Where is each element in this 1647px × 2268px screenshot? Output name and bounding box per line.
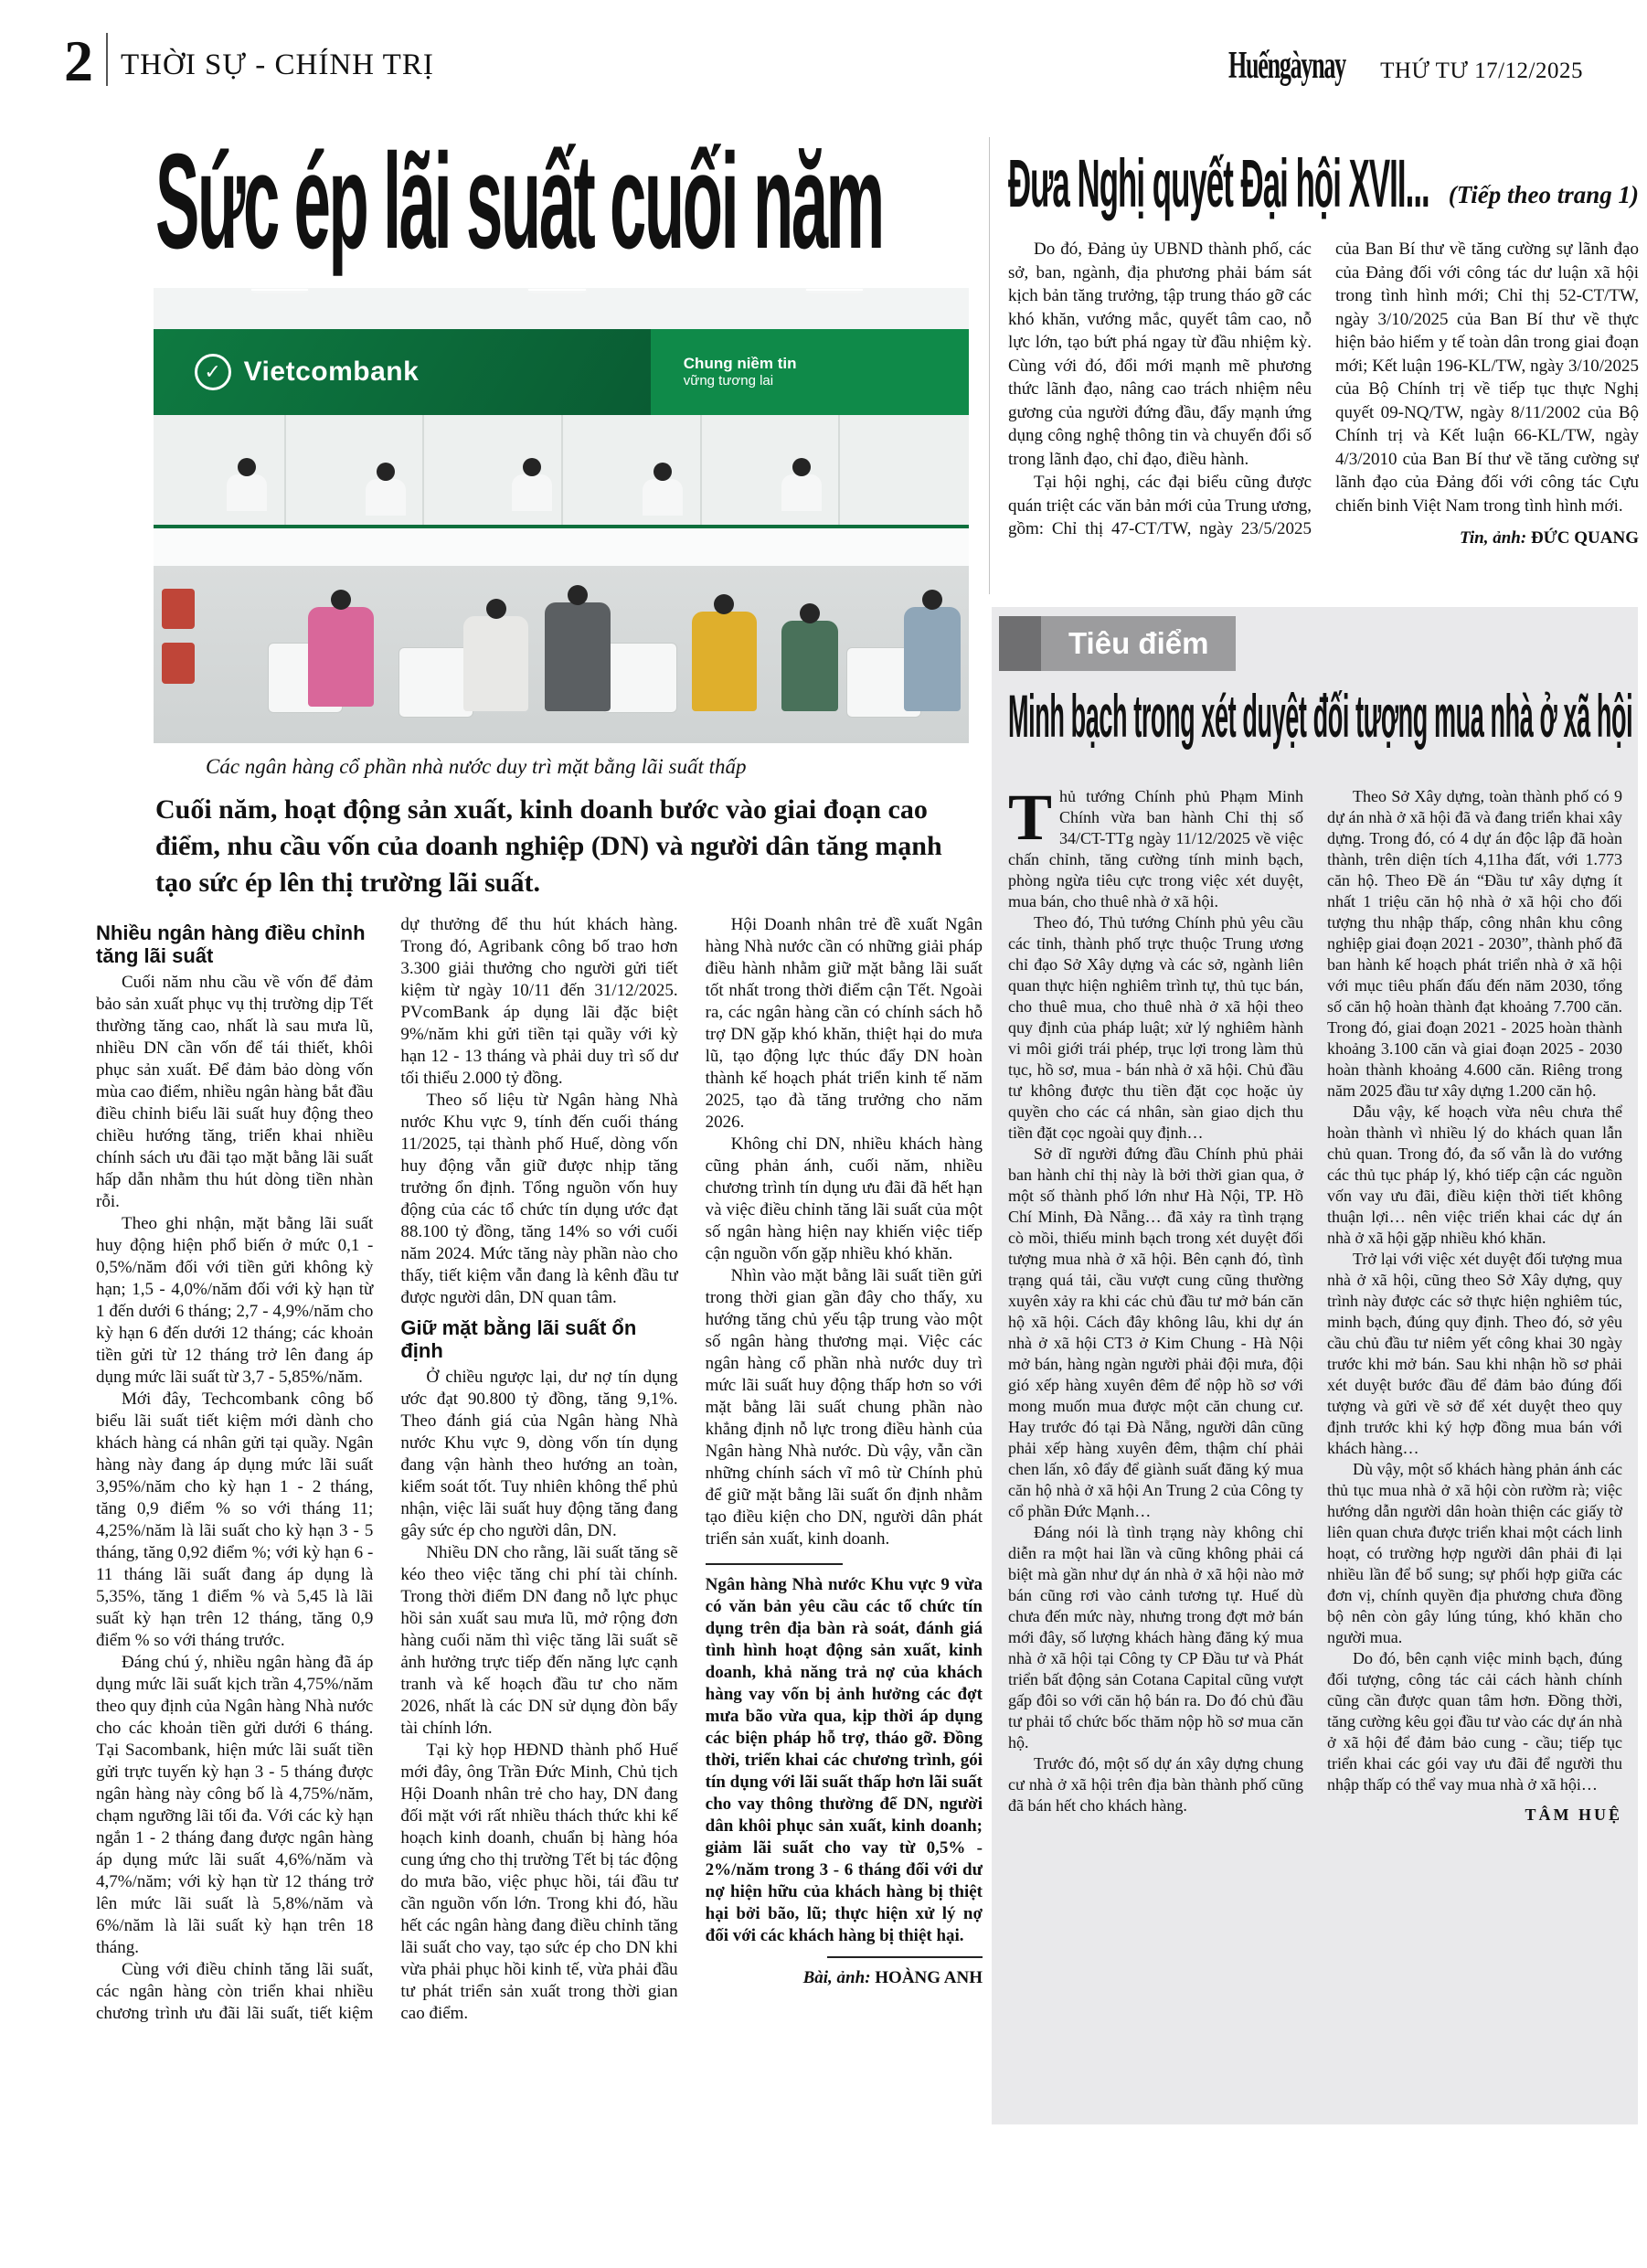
article-block-subhead: Nhiều ngân hàng điều chỉnh tăng lãi suất: [96, 921, 366, 968]
article-block-p: Sở dĩ người đứng đầu Chính phủ phải ban hành chỉ thị này là bởi thời gian qua, ở một số thành phố lớn như Hà Nội, TP. Hồ Chí Minh, Đà Nẵng… đã xảy ra tình trạng cò mồi, thiếu minh bạch trong xét duyệt đối tượng mua nhà ở xã hội. Bên cạnh đó, tình trạng quá tải, cầu vượt cung cũng thường xuyên xảy ra khi các chủ đầu tư mở bán căn hộ xã hội. Cách đây không lâu, khi dự án nhà ở xã hội CT3 ở Kim Chung - Hà Nội mở bán, hàng ngàn người phải đội mưa, đội gió xếp hàng xuyên đêm để nộp hồ sơ với mong muốn mua được một căn chung cư. Hay trước đó tại Đà Nẵng, người dân cũng phải xếp hàng xuyên đêm, thậm chí phải chen lấn, xô đẩy để giành suất đăng ký mua căn hộ nhà ở xã hội An Trung 2 của Công ty cổ phần Đức Mạnh…: [1008, 1145, 1303, 1520]
article-block-p: Dẫu vậy, kế hoạch vừa nêu chưa thể hoàn thành vì nhiều lý do khách quan lẫn chủ quan. Trong đó, đa số vẫn là do vướng các thủ tục pháp lý, khó tiếp cận các nguồn vốn vay ưu đãi, điều kiện thời tiết không thuận lợi… nên việc triển khai các dự án nhà ở xã hội gặp nhiều khó khăn.: [1327, 1102, 1622, 1247]
customer-figure: [308, 607, 373, 708]
ceiling-light: [251, 289, 308, 290]
bank-banner-logo-panel: [154, 329, 651, 416]
header-left: [64, 28, 434, 94]
article-block-subhead: Giữ mặt bằng lãi suất ổn định: [400, 1316, 637, 1363]
continuation-headline-row: [1008, 145, 1639, 234]
customer-figure: [904, 607, 961, 712]
teller-figure: [227, 474, 267, 511]
focus-badge-label: Tiêu điểm: [1041, 616, 1236, 671]
article-block-p: Dù vậy, một số khách hàng phản ánh các thủ tục mua nhà ở xã hội còn rườm rà; việc hướng dẫn người dân hoàn thiện các giấy tờ liên quan chưa được triển khai một cách linh hoạt, có trường hợp người dân phải đi lại nhiều lần để bổ sung; sự phối hợp giữa các đơn vị, chính quyền địa phương chưa đồng bộ nên còn gây lúng túng, khó khăn cho người mua.: [1327, 1460, 1622, 1646]
issue-date: THỨ TƯ 17/12/2025: [1380, 59, 1583, 83]
bank-banner-slogan-panel: [651, 329, 969, 416]
article-block-p: Đáng chú ý, nhiều ngân hàng đã áp dụng mức lãi suất kịch trần 4,75%/năm theo quy định của Ngân hàng Nhà nước cho các khoản tiền gửi dưới 6 tháng. Tại Sacombank, hiện mức lãi suất tiền gửi trực tuyến kỳ hạn 3 - 5 tháng được ngân hàng này công bố là 4,75%/năm, chạm ngưỡng lãi tối đa. Với các kỳ hạn ngắn 1 - 2 tháng đang được ngân hàng áp dụng mức lãi suất 4,6%/năm và 4,7%/năm; với kỳ hạn từ 12 tháng trở lên mức lãi suất là 5,8%/năm và 6%/năm là lãi suất kỳ hạn trên 18 tháng.: [96, 1652, 374, 1957]
bank-wordmark: Vietcombank: [243, 357, 420, 388]
ceiling-light: [806, 289, 863, 290]
customer-figure: [463, 616, 528, 712]
article-block-p: Trở lại với việc xét duyệt đối tượng mua nhà ở xã hội, cũng theo Sở Xây dựng, quy trình này được các sở thực hiện nghiêm túc, minh bạch, đúng quy định. Theo đó, sở yêu cầu chủ đầu tư niêm yết công khai 30 ngày trước khi mở bán. Sau khi nhận hồ sơ phải xét duyệt bước đầu để đảm bảo đúng đối tượng và gửi về sở để xét duyệt theo quy định trước khi ký hợp đồng mua bán với khách hàng…: [1327, 1250, 1622, 1457]
waiting-chair: [162, 643, 195, 684]
teller-figure: [512, 474, 552, 511]
article-block-p: Do đó, Đảng ủy UBND thành phố, các sở, ban, ngành, địa phương phải bám sát kịch bản tăng trưởng, tập trung tháo gỡ các khó khăn, vướng mắc, quyết tâm cao, nỗ lực lớn, tạo bứt phá ngay từ đầu nhiệm kỳ. Cùng với đó, đổi mới mạnh mẽ phương thức lãnh đạo, nâng cao trách nhiệm nêu gương của người đứng đầu, đẩy mạnh ứng dụng công nghệ thông tin và chuyển đổi số trong lãnh đạo, chỉ đạo, điều hành.: [1008, 240, 1312, 469]
bank-banner: [154, 329, 969, 416]
bank-slogan-line1: Chung niềm tin: [683, 355, 797, 373]
customer-figure: [692, 612, 757, 712]
article-block-p: Cùng với điều chỉnh tăng lãi suất, các ngân hàng còn triển khai nhiều chương trình ưu đãi lãi suất, tiết kiệm dự thưởng để thu hút khách hàng. Trong đó, Agribank công bố trao hơn 3.300 giải thưởng cho người gửi tiết kiệm từ ngày 10/11 đến 31/12/2025. PVcomBank áp dụng lãi đặc biệt 9%/năm khi gửi tiền tại quầy với kỳ hạn 12 - 13 tháng và phải duy trì số dư tối thiểu 2.000 tỷ đồng.: [96, 915, 678, 2023]
main-article-body: [96, 914, 983, 2231]
ceiling-light: [528, 289, 585, 290]
column-divider: [989, 137, 990, 594]
article-block-p: Tại kỳ họp HĐND thành phố Huế mới đây, ông Trần Đức Minh, Chủ tịch Hội Doanh nhân trẻ cho hay, DN đang đối mặt với rất nhiều thách thức khi kế hoạch kinh doanh, chuẩn bị hàng hóa cung ứng cho thị trường Tết bị tác động do mưa bão, việc phục hồi, tái đầu tư cần nguồn vốn lớn. Trong khi đó, hầu hết các ngân hàng đang điều chỉnh tăng lãi suất cho vay, tạo sức ép cho DN khi vừa phải phục hồi kinh tế, vừa phải đầu tư phát triển sản xuất trong thời gian cao điểm.: [400, 1740, 678, 2023]
article-lede: Cuối năm, hoạt động sản xuất, kinh doanh bước vào giai đoạn cao điểm, nhu cầu vốn của doanh nghiệp (DN) và người dân tăng mạnh tạo sức ép lên thị trường lãi suất.: [155, 794, 942, 898]
photo-ceiling: [154, 288, 969, 334]
photo-caption: Các ngân hàng cổ phần nhà nước duy trì mặt bằng lãi suất thấp: [206, 755, 747, 778]
article-block-p: Mới đây, Techcombank công bố biểu lãi suất tiết kiệm mới dành cho khách hàng cá nhân gửi tại quầy. Ngân hàng này đang áp dụng mức lãi suất 3,95%/năm cho kỳ hạn 1 - 2 tháng, tăng 0,9 điểm % so với tháng 11; 4,25%/năm là lãi suất cho kỳ hạn 3 - 5 tháng, tăng 0,92 điểm %; với kỳ hạn 6 - 11 tháng lãi suất đang áp dụng là 5,35%, tăng 1 điểm % và 5,45 là lãi suất kỳ hạn trên 12 tháng, tăng 0,9 điểm % so với tháng trước.: [96, 1389, 374, 1650]
header-divider: [106, 33, 108, 86]
article-block-p: Tại hội nghị, các đại biểu cũng được quán triệt các văn bản mới của Trung ương, gồm: Chỉ thị 47-CT/TW, ngày 23/5/2025 của Ban Bí thư về tăng cường sự lãnh đạo của Đảng đối với công tác dư luận xã hội trong tình hình mới; Chỉ thị 52-CT/TW, ngày 3/10/2025 của Ban Bí thư về thực hiện bảo hiểm y tế toàn dân trong giai đoạn mới; Kết luận 196-KL/TW, ngày 3/10/2025 của Bộ Chính trị về tiếp tục thực Nghị quyết 09-NQ/TW, ngày 8/11/2002 của Bộ Chính trị và Kết luận 66-KL/TW, ngày 4/3/2010 của Ban Bí thư về tăng cường sự lãnh đạo của Đảng đối với công tác Cựu chiến binh Việt Nam trong tình hình mới.: [1008, 240, 1639, 538]
article-block-p: Theo ghi nhận, mặt bằng lãi suất huy động hiện phổ biến ở mức 0,1 - 0,5%/năm đối với tiền gửi không kỳ hạn; 1,5 - 4,0%/năm đối với kỳ hạn từ 1 đến dưới 6 tháng; 2,7 - 4,9%/năm cho kỳ hạn 6 đến dưới 12 tháng; các khoản tiền gửi từ 12 tháng trở lên đang áp dụng mức lãi suất từ 3,7 - 5,85%/năm.: [96, 1213, 374, 1387]
article-block-p: Nhìn vào mặt bằng lãi suất tiền gửi trong thời gian gần đây cho thấy, xu hướng tăng chủ yếu tập trung vào một số ngân hàng thương mại. Việc các ngân hàng cổ phần nhà nước duy trì mức lãi suất huy động thấp hơn so với mặt bằng lãi suất chung phần nào khẳng định nỗ lực trong điều hành của Ngân hàng Nhà nước. Dù vậy, vẫn cần những chính sách vĩ mô từ Chính phủ để giữ mặt bằng lãi suất ổn định nhằm tạo điều kiện cho DN, người dân phát triển sản xuất, kinh doanh.: [705, 1266, 983, 1549]
bank-slogan-line2: vững tương lai: [683, 373, 774, 389]
focus-headline: Minh bạch trong xét duyệt đối tượng mua nhà ở xã hội: [1008, 682, 1633, 750]
article-block-p: Do đó, bên cạnh việc minh bạch, đúng đối tượng, công tác cải cách hành chính cũng cần được quan tâm hơn. Đồng thời, tăng cường kêu gọi đầu tư vào các dự án nhà ở xã hội để đảm bảo cung - cầu; tiếp tục triển khai các gói vay ưu đãi để người thu nhập thấp có thể vay mua nhà ở xã hội…: [1327, 1649, 1622, 1794]
article-block-byline: TÂM HUỆ: [1525, 1805, 1622, 1824]
teller-figure: [781, 474, 822, 511]
article-block-lead: Thủ tướng Chính phủ Phạm Minh Chính vừa ban hành Chỉ thị số 34/CT-TTg ngày 11/12/2025 về việc chấn chỉnh, tăng cường tính minh bạch, phòng ngừa tiêu cực trong việc xét duyệt, mua bán, cho thuê nhà ở xã hội.: [1008, 786, 1303, 910]
focus-badge: [999, 616, 1236, 671]
customer-figure: [781, 621, 838, 712]
teller-counter: [154, 525, 969, 570]
article-block-p: Không chỉ DN, nhiều khách hàng cũng phản ánh, cuối năm, nhiều chương trình tín dụng ưu đãi đã hết hạn và việc điều chỉnh tăng lãi suất của một số ngân hàng hiện nay khiến việc tiếp cận nguồn vốn gặp nhiều khó khăn.: [705, 1134, 983, 1263]
customer-figure: [545, 602, 610, 712]
focus-section: [992, 607, 1638, 2124]
continued-from-note: (Tiếp theo trang 1): [1448, 181, 1639, 208]
article-block-p: Theo số liệu từ Ngân hàng Nhà nước Khu vực 9, tính đến cuối tháng 11/2025, tại thành phố Huế, dòng vốn huy động vẫn giữ được nhịp tăng trưởng ổn định. Tổng nguồn vốn huy động của các tổ chức tín dụng ước đạt 88.100 tỷ đồng, tăng 14% so với cuối năm 2024. Mức tăng này phần nào cho thấy, tiết kiệm vẫn đang là kênh đầu tư được người dân, DN quan tâm.: [400, 1091, 678, 1307]
waiting-chair: [398, 647, 473, 718]
article-photo: [154, 288, 969, 743]
bank-logo-icon: ✓: [195, 354, 231, 390]
article-block-p: Cuối năm nhu cầu về vốn để đảm bảo sản xuất phục vụ thị trường dịp Tết thường tăng cao, nhất là sau mưa lũ, nhiều DN cần vốn để tái thiết, khôi phục sản xuất. Để đảm bảo dòng vốn mùa cao điểm, nhiều ngân hàng bắt đầu điều chỉnh biểu lãi suất huy động theo chiều hướng tăng, triển khai nhiều chính sách ưu đãi tạo mặt bằng lãi suất hấp dẫn nhằm thu hút dòng tiền nhàn rỗi.: [96, 972, 374, 1211]
teller-figure: [366, 479, 406, 516]
article-block-p: Ở chiều ngược lại, dư nợ tín dụng ước đạt 90.800 tỷ đồng, tăng 9,1%. Theo đánh giá của Ngân hàng Nhà nước Khu vực 9, dòng vốn tín dụng đang vận hành theo hướng an toàn, kiểm soát tốt. Tuy nhiên không thể phủ nhận, việc lãi suất huy động tăng đang gây sức ép cho người dân, DN.: [400, 1367, 678, 1540]
article-block-p: Hội Doanh nhân trẻ đề xuất Ngân hàng Nhà nước cần có những giải pháp điều hành nhằm giữ mặt bằng lãi suất tốt nhất trong thời điểm cận Tết. Ngoài ra, các ngân hàng cần có chính sách hỗ trợ DN gặp khó khăn, thiệt hại do mưa lũ, tạo động lực thúc đẩy DN hoàn thành kế hoạch phát triển kinh tế năm 2025, tạo đà tăng trưởng cho năm 2026.: [705, 915, 983, 1132]
section-title: THỜI SỰ - CHÍNH TRỊ: [121, 48, 434, 81]
article-block-p: Đáng nói là tình trạng này không chỉ diễn ra một hai lần và cũng không phải cá biệt mà gần như dự án nhà ở xã hội nào mở bán cũng rơi vào cảnh tương tự. Huế dù chưa đến mức này, nhưng trong đợt mở bán mới đây, số lượng khách hàng đăng ký mua nhà ở xã hội tại Công ty CP Đầu tư và Phát triển bất động sản Cotana Capital cũng vượt gấp đôi so với căn hộ bán ra. Do đó chủ đầu tư phải tổ chức bốc thăm nộp hồ sơ mua căn hộ.: [1008, 1523, 1303, 1752]
continuation-article-body: [1008, 238, 1639, 600]
article-block-note: Ngân hàng Nhà nước Khu vực 9 vừa có văn bản yêu cầu các tổ chức tín dụng trên địa bàn rà soát, đánh giá tình hình hoạt động sản xuất, kinh doanh, khả năng trả nợ của khách hàng vay vốn bị ảnh hưởng các đợt mưa bão vừa qua, kịp thời áp dụng các biện pháp hỗ trợ, tháo gỡ. Đồng thời, triển khai các chương trình, gói tín dụng với lãi suất thấp hơn lãi suất cho vay thông thường để DN, người dân khôi phục sản xuất, kinh doanh; giảm lãi suất cho vay từ 0,5% - 2%/năm trong 3 - 6 tháng đối với dư nợ hiện hữu của khách hàng bị thiệt hại bởi bão, lũ; thực hiện xử lý nợ đối với các khách hàng bị thiệt hại.: [706, 1563, 983, 1947]
continuation-headline: Đưa Nghị quyết Đại hội XVII...: [1008, 145, 1429, 221]
main-headline: Sức ép lãi suất cuối năm: [155, 126, 883, 277]
article-block-p: Nhiều DN cho rằng, lãi suất tăng sẽ kéo theo việc tăng chi phí tài chính. Trong thời điểm DN đang nỗ lực phục hồi sản xuất sau mưa lũ, mở rộng đơn hàng cuối năm thì việc tăng lãi suất sẽ ảnh hưởng trực tiếp đến năng lực cạnh tranh và kế hoạch đầu tư cho năm 2026, nhất là các DN sử dụng đòn bẩy tài chính lớn.: [400, 1542, 678, 1738]
article-block-byline: Tin, ảnh: ĐỨC QUANG: [1459, 528, 1639, 548]
header-right: [1228, 44, 1583, 88]
focus-article-body: [1008, 786, 1622, 2110]
masthead-logo: Huếngàynay: [1228, 45, 1346, 87]
focus-badge-square: [999, 616, 1041, 671]
article-block-p: Trước đó, một số dự án xây dựng chung cư nhà ở xã hội trên địa bàn thành phố cũng đã bán hết cho khách hàng.: [1008, 1754, 1303, 1815]
continuation-article: [1008, 145, 1639, 600]
page-number: 2: [64, 28, 93, 94]
teller-figure: [643, 479, 683, 516]
article-block-p: Theo Sở Xây dựng, toàn thành phố có 9 dự án nhà ở xã hội đã và đang triển khai xây dựng. Trong đó, có 4 dự án độc lập đã hoàn thành, trên diện tích 4,11ha đất, với 1.773 căn hộ. Theo Đề án “Đầu tư xây dựng ít nhất 1 triệu căn hộ nhà ở xã hội cho đối tượng thu nhập thấp, công nhân khu công nghiệp giai đoạn 2021 - 2030”, thành phố đã ban hành kế hoạch phát triển nhà ở xã hội với mục tiêu phấn đấu đến năm 2030, tổng số căn hộ hoàn thành đạt khoảng 7.700 căn. Trong đó, giai đoạn 2021 - 2025 hoàn thành khoảng 3.100 căn và giai đoạn 2025 - 2030 hoàn thành khoảng 4.600 căn. Riêng trong năm 2025 đầu tư xây dựng 1.200 căn hộ.: [1327, 787, 1622, 1100]
waiting-chair: [602, 643, 677, 713]
article-block-p: Theo đó, Thủ tướng Chính phủ yêu cầu các tỉnh, thành phố trực thuộc Trung ương chỉ đạo Sở Xây dựng và các sở, ngành liên quan thực hiện nghiêm trình tự, thủ tục bán, cho thuê mua, cho thuê nhà ở xã hội theo quy định của pháp luật; xử lý nghiêm hành vi môi giới trái phép, trục lợi trong làm thủ tục, hồ sơ, mua - bán nhà ở xã hội. Chủ đầu tư không được thu tiền đặt cọc hoặc ủy quyền cho các cá nhân, sàn giao dịch thu tiền đặt cọc ngoài quy định…: [1008, 913, 1303, 1142]
article-block-byline: Bài, ảnh: HOÀNG ANH: [706, 1956, 983, 1989]
waiting-chair: [162, 589, 195, 630]
page-header: [64, 28, 1583, 97]
